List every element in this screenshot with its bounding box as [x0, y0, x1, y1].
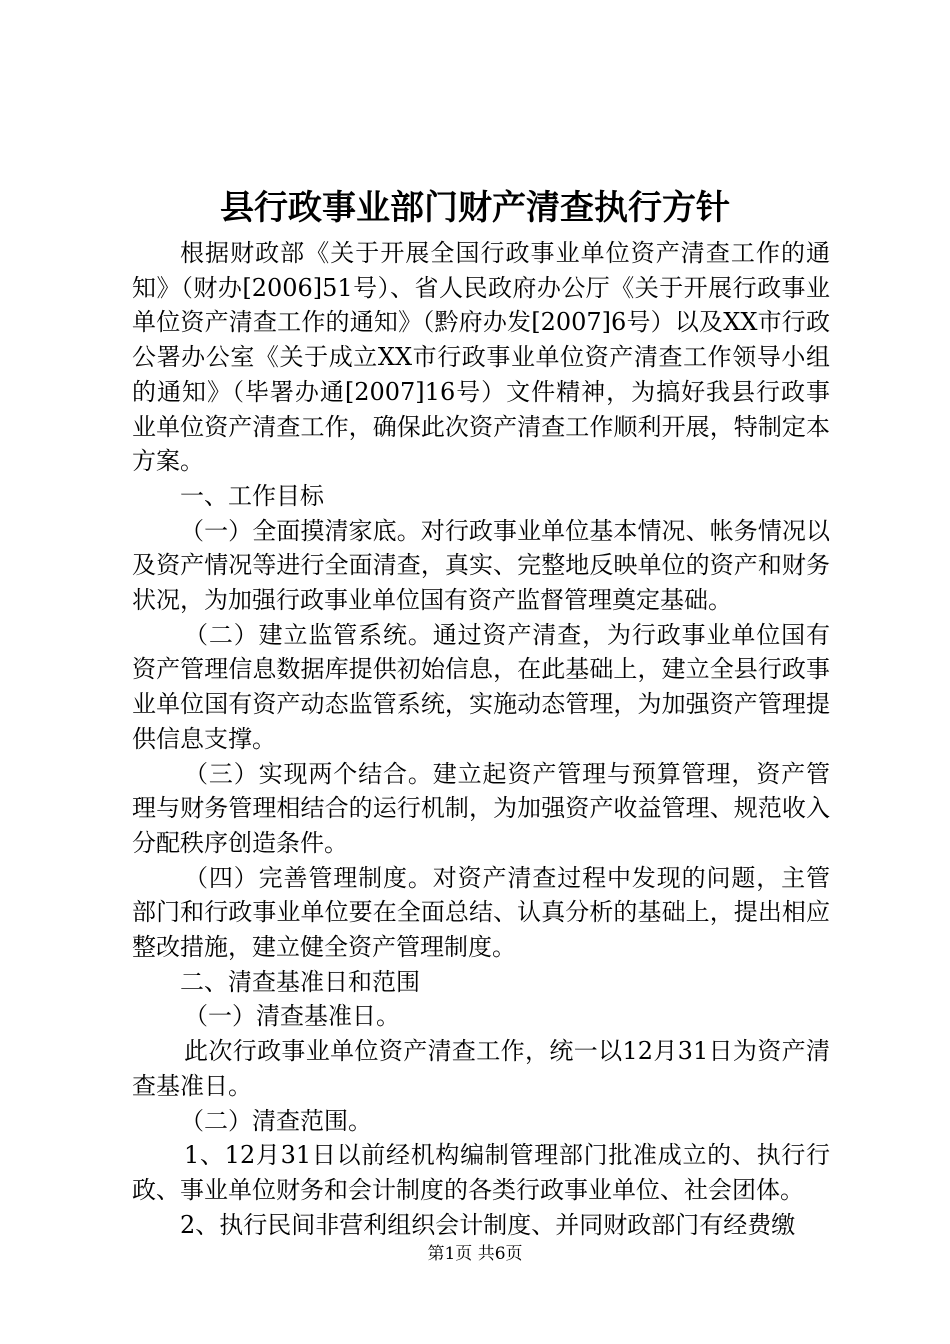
- paragraph-goal-1: （一）全面摸清家底。对行政事业单位基本情况、帐务情况以及资产情况等进行全面清查，真实、完整地反映单位的资产和财务状况，为加强行政事业单位国有资产监督管理奠定基础。: [132, 516, 830, 615]
- paragraph-scope-2: 2、执行民间非营利组织会计制度、并同财政部门有经费缴: [180, 1210, 796, 1239]
- paragraph-base-date: 此次行政事业单位资产清查工作，统一以12月31日为资产清查基准日。: [132, 1037, 830, 1100]
- document-title: 县行政事业部门财产清查执行方针: [220, 188, 730, 228]
- heading-work-goals: 一、工作目标: [180, 481, 324, 510]
- subheading-base-date: （一）清查基准日。: [184, 1002, 400, 1031]
- document-body: [132, 236, 830, 1242]
- paragraph-goal-3: （三）实现两个结合。建立起资产管理与预算管理，资产管理与财务管理相结合的运行机制，为加强资产收益管理、规范收入分配秩序创造条件。: [132, 759, 830, 857]
- subheading-scope: （二）清查范围。: [180, 1106, 372, 1135]
- paragraph-intro: 根据财政部《关于开展全国行政事业单位资产清查工作的通知》（财办[2006]51号）、省人民政府办公厅《关于开展行政事业单位资产清查工作的通知》（黔府办发[2007]6号）以及XX市行政公署办公室《关于成立XX市行政事业单位资产清查工作领导小组的通知》（毕署办通[2007]16号）文件精神，为搞好我县行政事业单位资产清查工作，确保此次资产清查工作顺利开展，特制定本方案。: [132, 239, 830, 476]
- page-number: 第1页 共6页: [427, 1244, 523, 1264]
- heading-base-date-scope: 二、清查基准日和范围: [180, 967, 420, 996]
- paragraph-goal-2: （二）建立监管系统。通过资产清查，为行政事业单位国有资产管理信息数据库提供初始信息，在此基础上，建立全县行政事业单位国有资产动态监管系统，实施动态管理，为加强资产管理提供信息支撑。: [132, 620, 830, 753]
- paragraph-goal-4: （四）完善管理制度。对资产清查过程中发现的问题，主管部门和行政事业单位要在全面总结、认真分析的基础上，提出相应整改措施，建立健全资产管理制度。: [132, 863, 830, 962]
- paragraph-scope-1: 1、12月31日以前经机构编制管理部门批准成立的、执行行政、事业单位财务和会计制度的各类行政事业单位、社会团体。: [132, 1141, 830, 1204]
